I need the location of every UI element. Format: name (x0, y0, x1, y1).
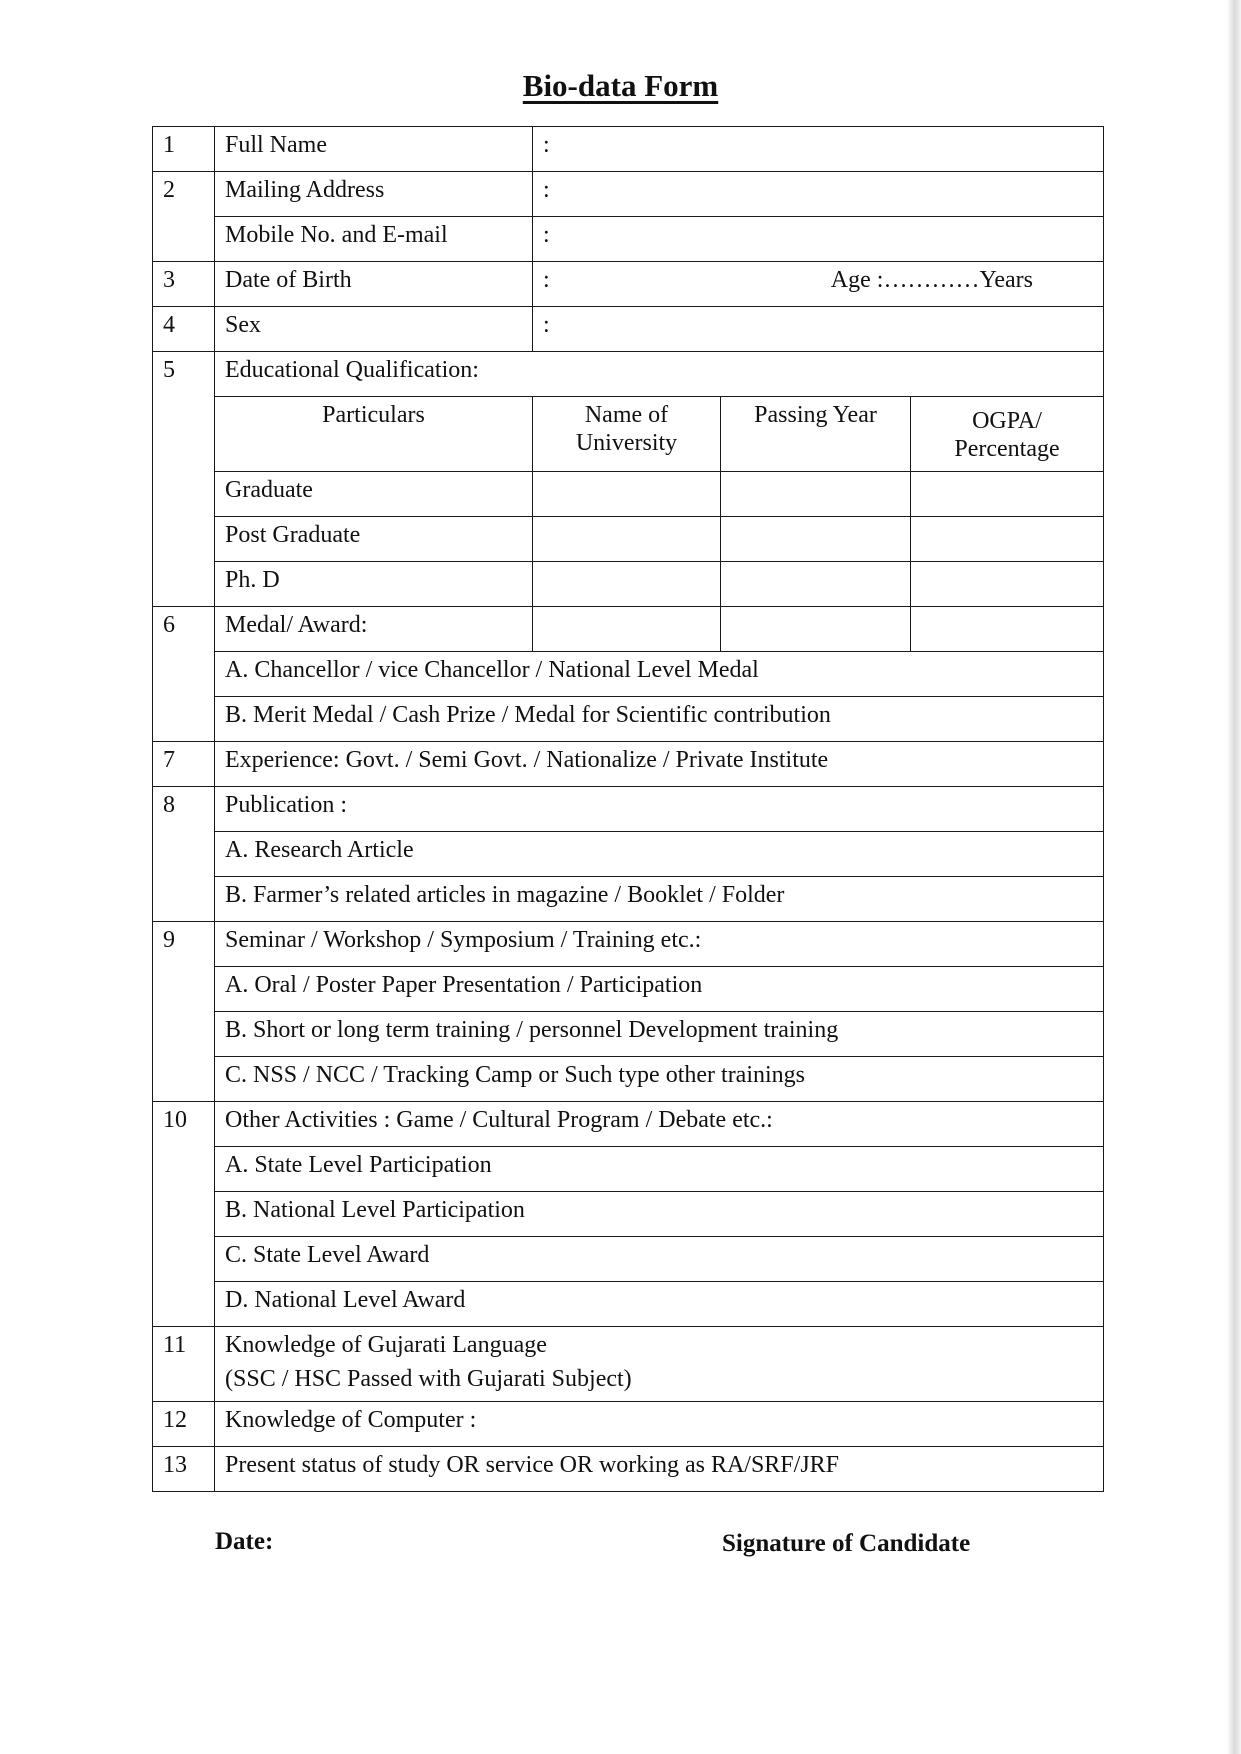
item-label: B. Short or long term training / personnel Development training (215, 1012, 1104, 1057)
mobile-email-field[interactable] (533, 217, 1104, 262)
form-title: Bio-data Form (522, 68, 719, 103)
gujarati-sublabel: (SSC / HSC Passed with Gujarati Subject) (225, 1366, 632, 1392)
row-full-name (153, 127, 1104, 172)
header-ogpa: OGPA/ Percentage (911, 397, 1104, 472)
item-label: A. Oral / Poster Paper Presentation / Participation (215, 967, 1104, 1012)
activities-item-d (153, 1282, 1104, 1327)
gujarati-label: Knowledge of Gujarati Language (225, 1332, 547, 1358)
item-label: C. State Level Award (215, 1237, 1104, 1282)
row-number: 1 (153, 127, 215, 172)
date-label: Date: (215, 1528, 274, 1555)
item-label: B. National Level Participation (215, 1192, 1104, 1237)
item-label: A. State Level Participation (215, 1147, 1104, 1192)
section-label: Publication : (215, 787, 1104, 832)
section-label: Experience: Govt. / Semi Govt. / Nationalize / Private Institute (215, 742, 1104, 787)
education-particular: Graduate (215, 472, 533, 517)
row-other-activities (153, 1102, 1104, 1147)
section-label: Medal/ Award: (215, 607, 533, 652)
item-label: A. Research Article (215, 832, 1104, 877)
row-computer-knowledge (153, 1402, 1104, 1447)
row-sex (153, 307, 1104, 352)
medal-cell-3[interactable] (911, 607, 1104, 652)
item-label: B. Farmer’s related articles in magazine / Booklet / Folder (215, 877, 1104, 922)
section-label: Seminar / Workshop / Symposium / Training etc.: (215, 922, 1104, 967)
age-field[interactable]: Age :…………Years (830, 267, 1034, 293)
colon: : (543, 222, 550, 248)
phd-ogpa-cell[interactable] (911, 562, 1104, 607)
phd-year-cell[interactable] (721, 562, 911, 607)
header-university: Name of University (533, 397, 721, 472)
phd-university-cell[interactable] (533, 562, 721, 607)
row-experience (153, 742, 1104, 787)
row-number: 3 (153, 262, 215, 307)
medal-cell-1[interactable] (533, 607, 721, 652)
row-number: 8 (153, 787, 215, 922)
row-number: 13 (153, 1447, 215, 1492)
medal-item-a (153, 652, 1104, 697)
education-particular: Ph. D (215, 562, 533, 607)
section-label: Other Activities : Game / Cultural Program / Debate etc.: (215, 1102, 1104, 1147)
post-graduate-university-cell[interactable] (533, 517, 721, 562)
field-label: Mobile No. and E-mail (215, 217, 533, 262)
row-medal-award (153, 607, 1104, 652)
seminar-item-c (153, 1057, 1104, 1102)
row-date-of-birth (153, 262, 1104, 307)
activities-item-c (153, 1237, 1104, 1282)
post-graduate-ogpa-cell[interactable] (911, 517, 1104, 562)
header-passing-year: Passing Year (721, 397, 911, 472)
graduate-year-cell[interactable] (721, 472, 911, 517)
row-number: 9 (153, 922, 215, 1102)
education-particular: Post Graduate (215, 517, 533, 562)
row-educational-qualification (153, 352, 1104, 397)
colon: : (543, 132, 550, 158)
row-publication (153, 787, 1104, 832)
row-mailing-address (153, 172, 1104, 217)
graduate-ogpa-cell[interactable] (911, 472, 1104, 517)
post-graduate-year-cell[interactable] (721, 517, 911, 562)
row-seminar (153, 922, 1104, 967)
header-particulars: Particulars (215, 397, 533, 472)
field-label: Mailing Address (215, 172, 533, 217)
seminar-item-a (153, 967, 1104, 1012)
section-label (215, 1327, 1104, 1402)
row-present-status (153, 1447, 1104, 1492)
field-label: Sex (215, 307, 533, 352)
education-row-graduate (153, 472, 1104, 517)
colon: : (543, 177, 550, 203)
page-edge-shadow (1227, 0, 1241, 1754)
medal-item-b (153, 697, 1104, 742)
item-label: B. Merit Medal / Cash Prize / Medal for Scientific contribution (215, 697, 1104, 742)
row-number: 5 (153, 352, 215, 607)
section-label: Present status of study OR service OR working as RA/SRF/JRF (215, 1447, 1104, 1492)
colon: : (543, 312, 550, 338)
row-mobile-email (153, 217, 1104, 262)
item-label: C. NSS / NCC / Tracking Camp or Such type other trainings (215, 1057, 1104, 1102)
seminar-item-b (153, 1012, 1104, 1057)
field-label: Date of Birth (215, 262, 533, 307)
section-label: Knowledge of Computer : (215, 1402, 1104, 1447)
row-number: 12 (153, 1402, 215, 1447)
education-row-post-graduate (153, 517, 1104, 562)
publication-item-b (153, 877, 1104, 922)
full-name-field[interactable] (533, 127, 1104, 172)
colon: : (543, 267, 550, 293)
field-label: Full Name (215, 127, 533, 172)
row-number: 10 (153, 1102, 215, 1327)
row-number: 6 (153, 607, 215, 742)
sex-field[interactable] (533, 307, 1104, 352)
row-number: 4 (153, 307, 215, 352)
mailing-address-field[interactable] (533, 172, 1104, 217)
bio-data-table (152, 126, 1104, 1492)
activities-item-a (153, 1147, 1104, 1192)
activities-item-b (153, 1192, 1104, 1237)
graduate-university-cell[interactable] (533, 472, 721, 517)
education-row-phd (153, 562, 1104, 607)
row-number: 2 (153, 172, 215, 262)
row-gujarati-language (153, 1327, 1104, 1402)
row-number: 11 (153, 1327, 215, 1402)
education-header-row (153, 397, 1104, 472)
medal-cell-2[interactable] (721, 607, 911, 652)
section-label: Educational Qualification: (215, 352, 1104, 397)
signature-label: Signature of Candidate (722, 1530, 971, 1557)
date-of-birth-field[interactable] (533, 262, 1104, 307)
row-number: 7 (153, 742, 215, 787)
item-label: D. National Level Award (215, 1282, 1104, 1327)
item-label: A. Chancellor / vice Chancellor / National Level Medal (215, 652, 1104, 697)
publication-item-a (153, 832, 1104, 877)
